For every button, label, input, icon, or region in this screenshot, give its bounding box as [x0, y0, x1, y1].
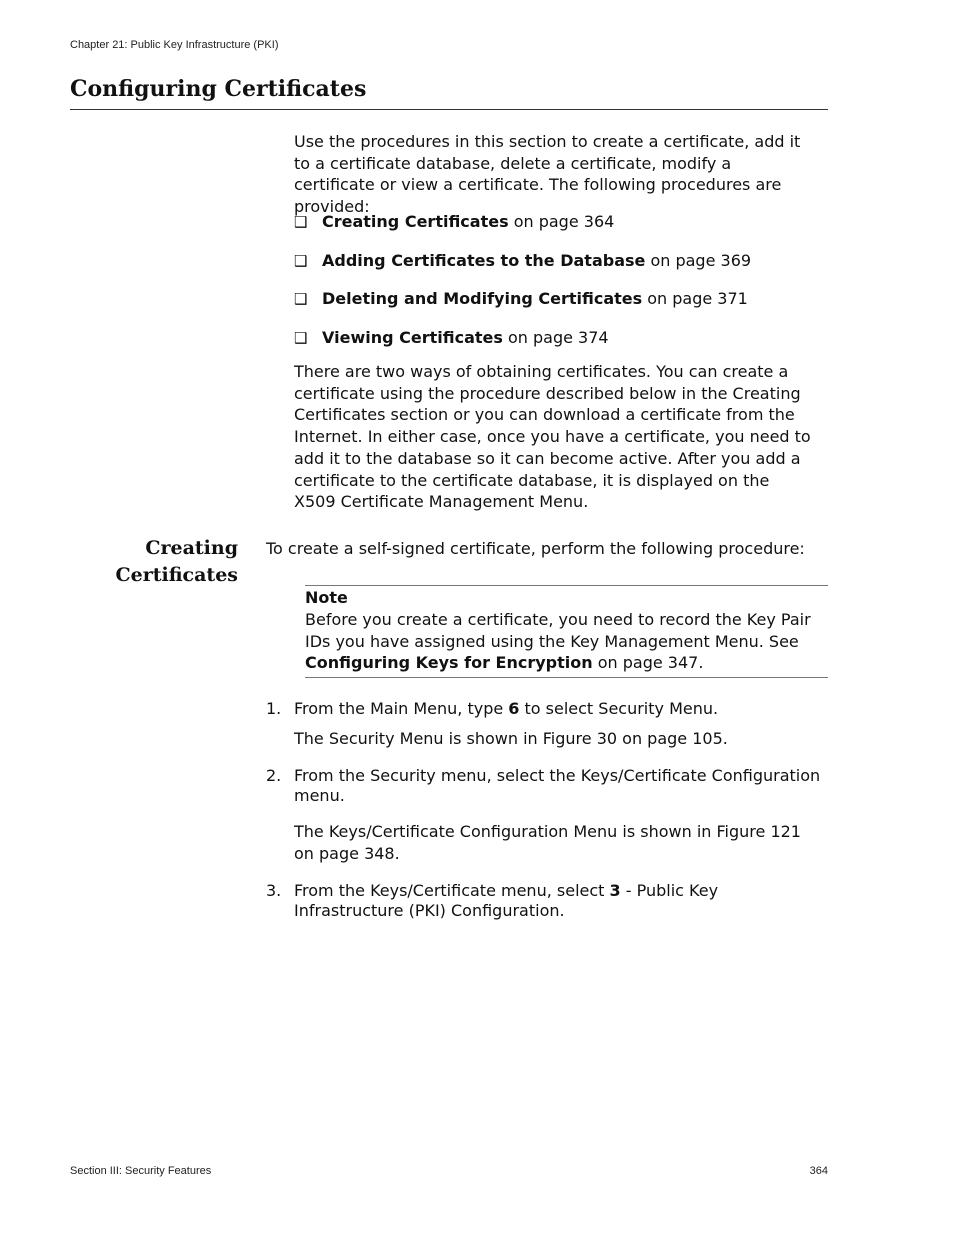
- footer-section: Section III: Security Features: [70, 1165, 212, 1177]
- intro-paragraph: Use the procedures in this section to create a certificate, add it to a certificate database, delete a certificate, modify a certificate or view a certificate. The following procedures are provided:: [294, 132, 801, 217]
- list-item: [294, 288, 814, 311]
- step-text: From the Keys/Certificate menu, select 3 - Public Key Infrastructure (PKI) Configuration.: [294, 881, 719, 920]
- page-ref: on page 369: [645, 250, 752, 270]
- note-text: Before you create a certificate, you need to record the Key Pair IDs you have assigned using the Key Management Menu. See Configuring Keys for Encryption on page 347.: [305, 610, 811, 673]
- step-number: 2.: [266, 766, 282, 785]
- step-number: 1.: [266, 699, 282, 718]
- subsection-heading-line1: Creating: [145, 537, 238, 559]
- step-number: 3.: [266, 881, 282, 900]
- title-rule: [70, 109, 828, 110]
- page-title: Configuring Certificates: [70, 76, 367, 102]
- link-creating-certificates[interactable]: Creating Certificates: [322, 212, 509, 231]
- page-ref: on page 371: [642, 289, 748, 308]
- step-text: From the Main Menu, type 6 to select Security Menu.: [294, 699, 719, 718]
- list-item: [294, 211, 814, 234]
- step-2-result: The Keys/Certificate Configuration Menu is shown in Figure 121 on page 348.: [294, 822, 801, 863]
- subsection-heading-line2: Certificates: [115, 564, 238, 586]
- checkbox-bullet-icon: ❑: [294, 213, 308, 231]
- running-header: Chapter 21: Public Key Infrastructure (PKI): [70, 39, 279, 51]
- note-title: Note: [305, 588, 348, 607]
- list-item: [294, 250, 814, 273]
- list-item: [294, 327, 814, 350]
- step-text: From the Security menu, select the Keys/Certificate Configuration menu.: [294, 766, 821, 805]
- checkbox-bullet-icon: ❑: [294, 290, 308, 308]
- step-1-result: The Security Menu is shown in Figure 30 on page 105.: [294, 729, 728, 748]
- link-adding-certificates[interactable]: Adding Certificates to the Database: [322, 250, 646, 270]
- note-box: [305, 585, 828, 678]
- link-viewing-certificates[interactable]: Viewing Certificates: [322, 327, 503, 347]
- create-intro: To create a self-signed certificate, perform the following procedure:: [266, 539, 805, 558]
- page-ref: on page 364: [508, 212, 615, 231]
- page-number: 364: [809, 1165, 828, 1177]
- link-deleting-modifying-certificates[interactable]: Deleting and Modifying Certificates: [322, 289, 643, 308]
- procedure-list: [294, 211, 814, 365]
- page-ref: on page 374: [502, 327, 609, 347]
- obtaining-paragraph: There are two ways of obtaining certificates. You can create a certificate using the procedure described below in the Creating Certificates section or you can download a certificate from the Internet. In either case, once you have a certificate, you need to add it to the database so it can become active. After you add a certificate to the certificate database, it is displayed on the X509 Certificate Management Menu.: [294, 362, 811, 512]
- checkbox-bullet-icon: ❑: [294, 328, 308, 347]
- checkbox-bullet-icon: ❑: [294, 251, 308, 270]
- link-configuring-keys[interactable]: Configuring Keys for Encryption: [305, 653, 593, 673]
- subsection-heading: [116, 535, 238, 589]
